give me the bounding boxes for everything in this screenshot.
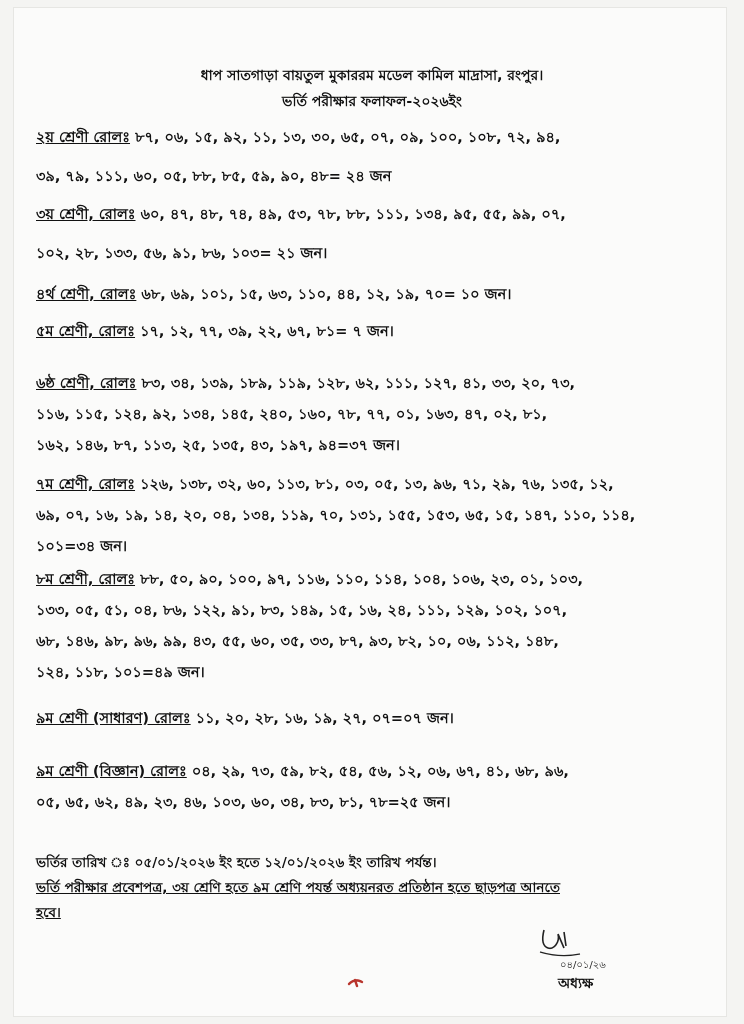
section-heading: ৯ম শ্রেণী (সাধারণ) রোলঃ [36,711,191,727]
roll-line: ১২৬, ১৩৮, ৩২, ৬০, ১১৩, ৮১, ০৩, ০৫, ১৩, ৯৬, ৭১, ২৯, ৭৬, ১৩৫, ১২, [140,477,614,493]
section-class-9-science [36,758,708,817]
roll-line: ৩৯, ৭৯, ১১১, ৬০, ০৫, ৮৮, ৮৫, ৫৯, ৯০, ৪৮= ২৪ জন [36,169,392,185]
roll-line: ১৬২, ১৪৬, ৮৭, ১১৩, ২৫, ১৩৫, ৪৩, ১৯৭, ৯৪=৩৭ জন। [36,438,400,454]
section-class-8 [36,566,708,687]
section-class-9-general [36,705,708,733]
roll-line: ১১৬, ১১৫, ১২৪, ৯২, ১৩৪, ১৪৫, ২৪০, ১৬০, ৭৮, ৭৭, ০১, ১৬৩, ৪৭, ০২, ৮১, [36,407,548,423]
section-heading: ৪র্থ শ্রেণী, রোলঃ [36,287,137,303]
roll-line: ১২৪, ১১৮, ১০১=৪৯ জন। [36,665,205,681]
roll-line: ৮৭, ০৬, ১৫, ৯২, ১১, ১৩, ৩০, ৬৫, ০৭, ০৯, ১০০, ১০৮, ৭২, ৯৪, [135,130,561,146]
roll-line: ৬৮, ৬৯, ১০১, ১৫, ৬৩, ১১০, ৪৪, ১২, ১৯, ৭০= ১০ জন। [141,287,512,303]
signature-date: ০৪/০১/২৬ [560,960,606,971]
roll-line: ৮৮, ৫০, ৯০, ১০০, ৯৭, ১১৬, ১১০, ১১৪, ১০৪, ১০৬, ২৩, ০১, ১০৩, [140,572,584,588]
section-class-6 [36,370,708,460]
section-class-7 [36,471,708,561]
section-class-3 [36,201,708,268]
section-heading: ২য় শ্রেণী রোলঃ [36,130,131,146]
footer-notes [36,851,708,926]
roll-line: ০৪, ২৯, ৭৩, ৫৯, ৮২, ৫৪, ৫৬, ১২, ০৬, ৬৭, ৪১, ৬৮, ৯৬, [191,764,569,780]
roll-line: ১০১=৩৪ জন। [36,539,128,555]
requirements-line-end: হবে। [36,905,61,921]
section-class-5 [36,318,708,346]
section-heading: ৬ষ্ঠ শ্রেণী, রোলঃ [36,376,137,392]
section-heading: ৯ম শ্রেণী (বিজ্ঞান) রোলঃ [36,764,187,780]
roll-line: ১০২, ২৮, ১৩৩, ৫৬, ৯১, ৮৬, ১০৩= ২১ জন। [36,246,328,262]
roll-line: ৬৯, ০৭, ১৬, ১৯, ১৪, ২০, ০৪, ১৩৪, ১১৯, ৭০, ১৩১, ১৫৫, ১৫৩, ৬৫, ১৫, ১৪৭, ১১০, ১১৪, [36,508,636,524]
requirements-line: ভর্তি পরীক্ষার প্রবেশপত্র, ৩য় শ্রেণি হতে ৯ম শ্রেণি পযর্ন্ত অধ্যয়নরত প্রতিষ্ঠান হতে ছাড়পত্র আনতে [36,880,560,896]
admission-date: ভর্তির তারিখ ঃ ০৫/০১/২০২৬ ইং হতে ১২/০১/২০২৬ ইং তারিখ পর্যন্ত। [36,855,437,871]
roll-line: ১৭, ১২, ৭৭, ৩৯, ২২, ৬৭, ৮১= ৭ জন। [140,324,394,340]
signatory-title: অধ্যক্ষ [558,976,594,992]
roll-line: ৬৮, ১৪৬, ৯৮, ৯৬, ৯৯, ৪৩, ৫৫, ৬০, ৩৫, ৩৩, ৮৭, ৯৩, ৮২, ১০, ০৬, ১১২, ১৪৮, [36,634,559,650]
roll-line: ৬০, ৪৭, ৪৮, ৭৪, ৪৯, ৫৩, ৭৮, ৮৮, ১১১, ১৩৪, ৯৫, ৫৫, ৯৯, ০৭, [140,207,566,223]
result-title: ভর্তি পরীক্ষার ফলাফল-২০২৬ইং [282,94,462,110]
principal-signature [520,924,606,972]
section-heading: ৮ম শ্রেণী, রোলঃ [36,572,136,588]
roll-line: ১৩৩, ০৫, ৫১, ০৪, ৮৬, ১২২, ৯১, ৮৩, ১৪৯, ১৫, ১৬, ২৪, ১১১, ১২৯, ১০২, ১০৭, [36,603,568,619]
roll-line: ১১, ২০, ২৮, ১৬, ১৯, ২৭, ০৭=০৭ জন। [195,711,454,727]
section-heading: ৭ম শ্রেণী, রোলঃ [36,477,136,493]
section-class-2 [36,124,708,191]
red-ink-mark [347,976,365,988]
section-heading: ৫ম শ্রেণী, রোলঃ [36,324,136,340]
roll-line: ০৫, ৬৫, ৬২, ৪৯, ২৩, ৪৬, ১০৩, ৬০, ৩৪, ৮৩, ৮১, ৭৮=২৫ জন। [36,795,451,811]
section-class-4 [36,281,708,309]
roll-line: ৮৩, ৩৪, ১৩৯, ১৮৯, ১১৯, ১২৮, ৬২, ১১১, ১২৭, ৪১, ৩৩, ২০, ৭৩, [141,376,576,392]
institution-name: ধাপ সাতগাড়া বায়তুল মুকাররম মডেল কামিল মাদ্রাসা, রংপুর। [200,68,544,84]
section-heading: ৩য় শ্রেণী, রোলঃ [36,207,136,223]
